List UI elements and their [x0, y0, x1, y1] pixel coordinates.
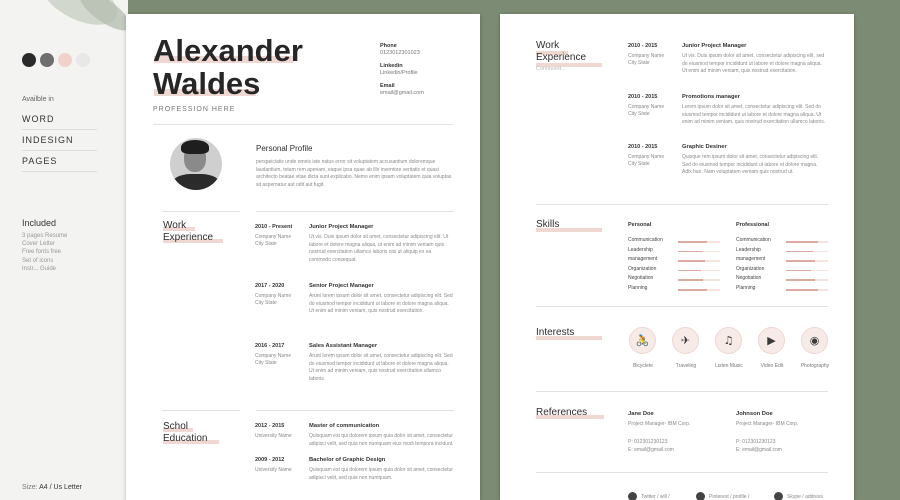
reference-role: Project Manager- IBM Corp. — [736, 421, 799, 427]
reference-phone: P: 012301230123 — [628, 439, 668, 445]
interest-label: Photography — [800, 363, 830, 369]
divider — [536, 391, 828, 392]
job-date: 2010 - Present — [255, 224, 293, 230]
job-date: 2010 - 2015 — [628, 43, 658, 49]
color-swatches — [22, 53, 90, 67]
edu-date: 2009 - 2012 — [255, 457, 285, 463]
edu-description: Quisquam est qui dolorem ipsum quia dolor sit amet, consectetur adipisci velit, sed quia non numquam. — [309, 467, 453, 481]
airplane-icon: ✈ — [672, 327, 699, 354]
job-date: 2017 - 2020 — [255, 283, 285, 289]
job-description: Arunt lorem ipsum dolor sit amet, consectetur adipiscing elit. Sed do eiusmod tempor incididunt ut labore et dolore magna aliqua. Ut enim ad minim veniam, quis nostrud exercitation ullamco laboris. — [309, 353, 453, 382]
job-description: Arunt lorem ipsum dolor sit amet, consectetur adipiscing elit. Sed do eiusmod tempor incididunt ut labore et dolore magna aliqua. Ut enim ad minim veniam, quis nostrud exercitation. — [309, 293, 453, 315]
included-list — [22, 232, 67, 273]
divider — [162, 410, 240, 411]
available-in-label: Availble in — [22, 96, 54, 103]
skill-name: Organization — [736, 265, 765, 272]
contact-linkedin[interactable]: Linkedin/Profile — [380, 70, 418, 76]
skill-level-bar — [786, 251, 813, 253]
social-skype[interactable]: Skype / address — [774, 492, 823, 500]
format-word: WORD — [22, 114, 97, 130]
contact-label: Email — [380, 83, 395, 89]
reference-phone: P: 012301230123 — [736, 439, 776, 445]
job-company: Company Name City State — [255, 353, 292, 367]
included-item: Free fonts free — [22, 249, 62, 256]
divider — [153, 124, 453, 125]
last-name: Waldes — [153, 66, 261, 101]
format-indesign: INDESIGN — [22, 135, 97, 151]
interest-label: Bicyclete — [632, 363, 653, 369]
profession-title: PROFESSION HERE — [153, 106, 236, 113]
size-label: Size: — [22, 484, 38, 491]
skill-level-bar — [786, 241, 818, 243]
work-heading: Work Experience — [536, 40, 587, 63]
skill-name: Negotiation — [736, 275, 762, 282]
job-title: Sales Assistant Manager — [309, 343, 378, 349]
skill-level-bar — [786, 289, 818, 291]
skype-icon — [774, 492, 783, 500]
social-pinterest[interactable]: Pinterest / profile / — [696, 492, 749, 500]
job-title: Junior Project Manager — [309, 224, 374, 230]
skills-professional-title: Professional — [736, 222, 770, 228]
contact-phone: 0123012301023 — [380, 50, 420, 56]
interest-label: Traveling — [675, 363, 697, 369]
skill-name: Communication — [736, 237, 771, 243]
skill-name: Planning — [628, 285, 648, 291]
included-item: Instr... Guide — [22, 265, 57, 272]
social-twitter[interactable]: Twitter / will / — [628, 492, 670, 500]
size-info — [22, 484, 82, 491]
skill-level-bar — [678, 270, 701, 272]
skill-level-bar — [678, 260, 705, 262]
color-swatch — [58, 53, 72, 67]
edu-description: Quisquam est qui dolorem ipsum quia dolor sit amet, consectetur adipisci velit, sed quia non numquam eius modi tempora incidunt. — [309, 433, 454, 447]
bicycle-icon: 🚴 — [629, 327, 656, 354]
first-name: Alexander — [153, 33, 303, 68]
job-title: Graphic Desiner — [682, 144, 727, 150]
references-heading: References — [536, 407, 588, 418]
skill-name: management — [736, 256, 766, 263]
reference-email[interactable]: E: email@gmail.com — [736, 447, 782, 453]
color-swatch — [76, 53, 90, 67]
divider — [536, 472, 828, 473]
skill-level-bar — [786, 260, 815, 262]
divider — [256, 410, 454, 411]
job-title: Junior Project Manager — [682, 43, 747, 49]
job-company: Company Name City State — [255, 234, 292, 248]
skill-name: Planning — [736, 285, 756, 291]
resume-page-1 — [126, 14, 480, 500]
job-date: 2010 - 2015 — [628, 94, 658, 100]
reference-email[interactable]: E: email@gmail.com — [628, 447, 674, 453]
resume-page-2 — [500, 14, 854, 500]
format-pages: PAGES — [22, 156, 97, 172]
job-company: Company Name City State — [628, 104, 665, 118]
education-heading: Schol Education — [163, 421, 208, 444]
edu-title: Bachelor of Graphic Design — [309, 457, 386, 463]
included-title: Included — [22, 218, 57, 228]
edu-date: 2012 - 2015 — [255, 423, 285, 429]
color-swatch — [40, 53, 54, 67]
interest-label: Listen Music — [715, 363, 743, 369]
skills-heading: Skills — [536, 219, 560, 230]
job-description: Ut vis. Duis ipsum dolor sit amet, consectetur adipiscing elit, sed do eiusmod tempor incididunt ut labore et dolore magna aliqua. Ut enim ad minim veniam, quis nostrud exercitation. — [682, 53, 825, 75]
job-description: Ut vis. Duis ipsum dolor sit amet, consectetur adipiscing elit. Ut labore et dolore magna aliqua, ut enim ad minim veniam quis nostrud exercitation ullamco laboris nisi ut aliquip ex ea commodo consequat. — [309, 234, 449, 263]
video-icon: ▶ — [758, 327, 785, 354]
skill-name: Communication — [628, 237, 663, 243]
included-item: Cover Letter — [22, 241, 56, 248]
skills-personal-title: Personal — [628, 222, 652, 228]
pinterest-icon — [696, 492, 705, 500]
size-value: A4 / Us Letter — [39, 484, 82, 491]
job-description: Quisque rem ipsum dolor sit amet, consectetur adipiscing elit. Sed do eiusmod tempor incididunt ut labore et dolore magna. Adlx.han. Nam voluptatem veniam quis nostrud ut. — [682, 154, 819, 176]
skill-name: Leadership — [736, 246, 761, 253]
reference-name: Johnson Doe — [736, 411, 773, 417]
divider — [256, 211, 454, 212]
edu-title: Master of communication — [309, 423, 380, 429]
skill-level-bar — [786, 279, 815, 281]
job-company: Company Name City State — [628, 53, 665, 67]
work-continued: Continued... — [536, 66, 566, 72]
reference-name: Jane Doe — [628, 411, 654, 417]
skill-level-bar — [678, 251, 703, 253]
camera-icon: ◉ — [801, 327, 828, 354]
twitter-icon — [628, 492, 637, 500]
job-company: Company Name City State — [628, 154, 665, 168]
skill-name: management — [628, 256, 658, 263]
edu-school: University Name — [255, 433, 292, 439]
contact-email[interactable]: email@gmail.com — [380, 90, 424, 96]
color-swatch — [22, 53, 36, 67]
job-description: Lorem ipsum dolor sit amet, consectetur adipiscing elit. Sed do eiusmod tempor incididunt ut labore et dolore magna aliqua. Ut enim ad minim veniam, quis nostrud exercitation ullamco laboris. — [682, 104, 826, 126]
skill-name: Organization — [628, 265, 657, 272]
template-info-panel — [0, 0, 128, 500]
job-title: Senior Project Manager — [309, 283, 374, 289]
job-date: 2016 - 2017 — [255, 343, 285, 349]
profile-text: perspeiciatis unde omnis iste natus error sit voluptatem accusantium doloremque laudantium, totam rem aperiam, eaque ipsa quae ab illo inventore veritatis et quasi architecto beatae vitae dicta sunt explicabo. Nemo enim ipsam voluptatem quia voluptas sit aspernatur aut odit aut fugit. — [256, 159, 452, 188]
contact-label: Phone — [380, 43, 397, 49]
profile-title: Personal Profile — [256, 144, 313, 153]
interest-label: Video Edit — [760, 363, 784, 369]
skill-level-bar — [678, 241, 707, 243]
divider — [536, 306, 828, 307]
music-icon: ♫ — [715, 327, 742, 354]
job-date: 2010 - 2015 — [628, 144, 658, 150]
included-item: Set of icons — [22, 257, 54, 264]
skill-level-bar — [786, 270, 811, 272]
reference-role: Project Manager- IBM Corp. — [628, 421, 691, 427]
skill-level-bar — [678, 289, 707, 291]
divider — [162, 211, 240, 212]
edu-school: University Name — [255, 467, 292, 473]
job-company: Company Name City State — [255, 293, 292, 307]
work-heading: Work Experience — [163, 220, 214, 243]
avatar — [170, 138, 222, 190]
interests-heading: Interests — [536, 327, 575, 338]
skill-name: Leadership — [628, 246, 653, 253]
job-title: Promotions manager — [682, 94, 740, 100]
included-item: 3 pages Resume — [22, 233, 68, 239]
divider — [536, 204, 828, 205]
skill-name: Negotiation — [628, 275, 654, 282]
contact-label: Linkedin — [380, 63, 403, 69]
skill-level-bar — [678, 279, 703, 281]
